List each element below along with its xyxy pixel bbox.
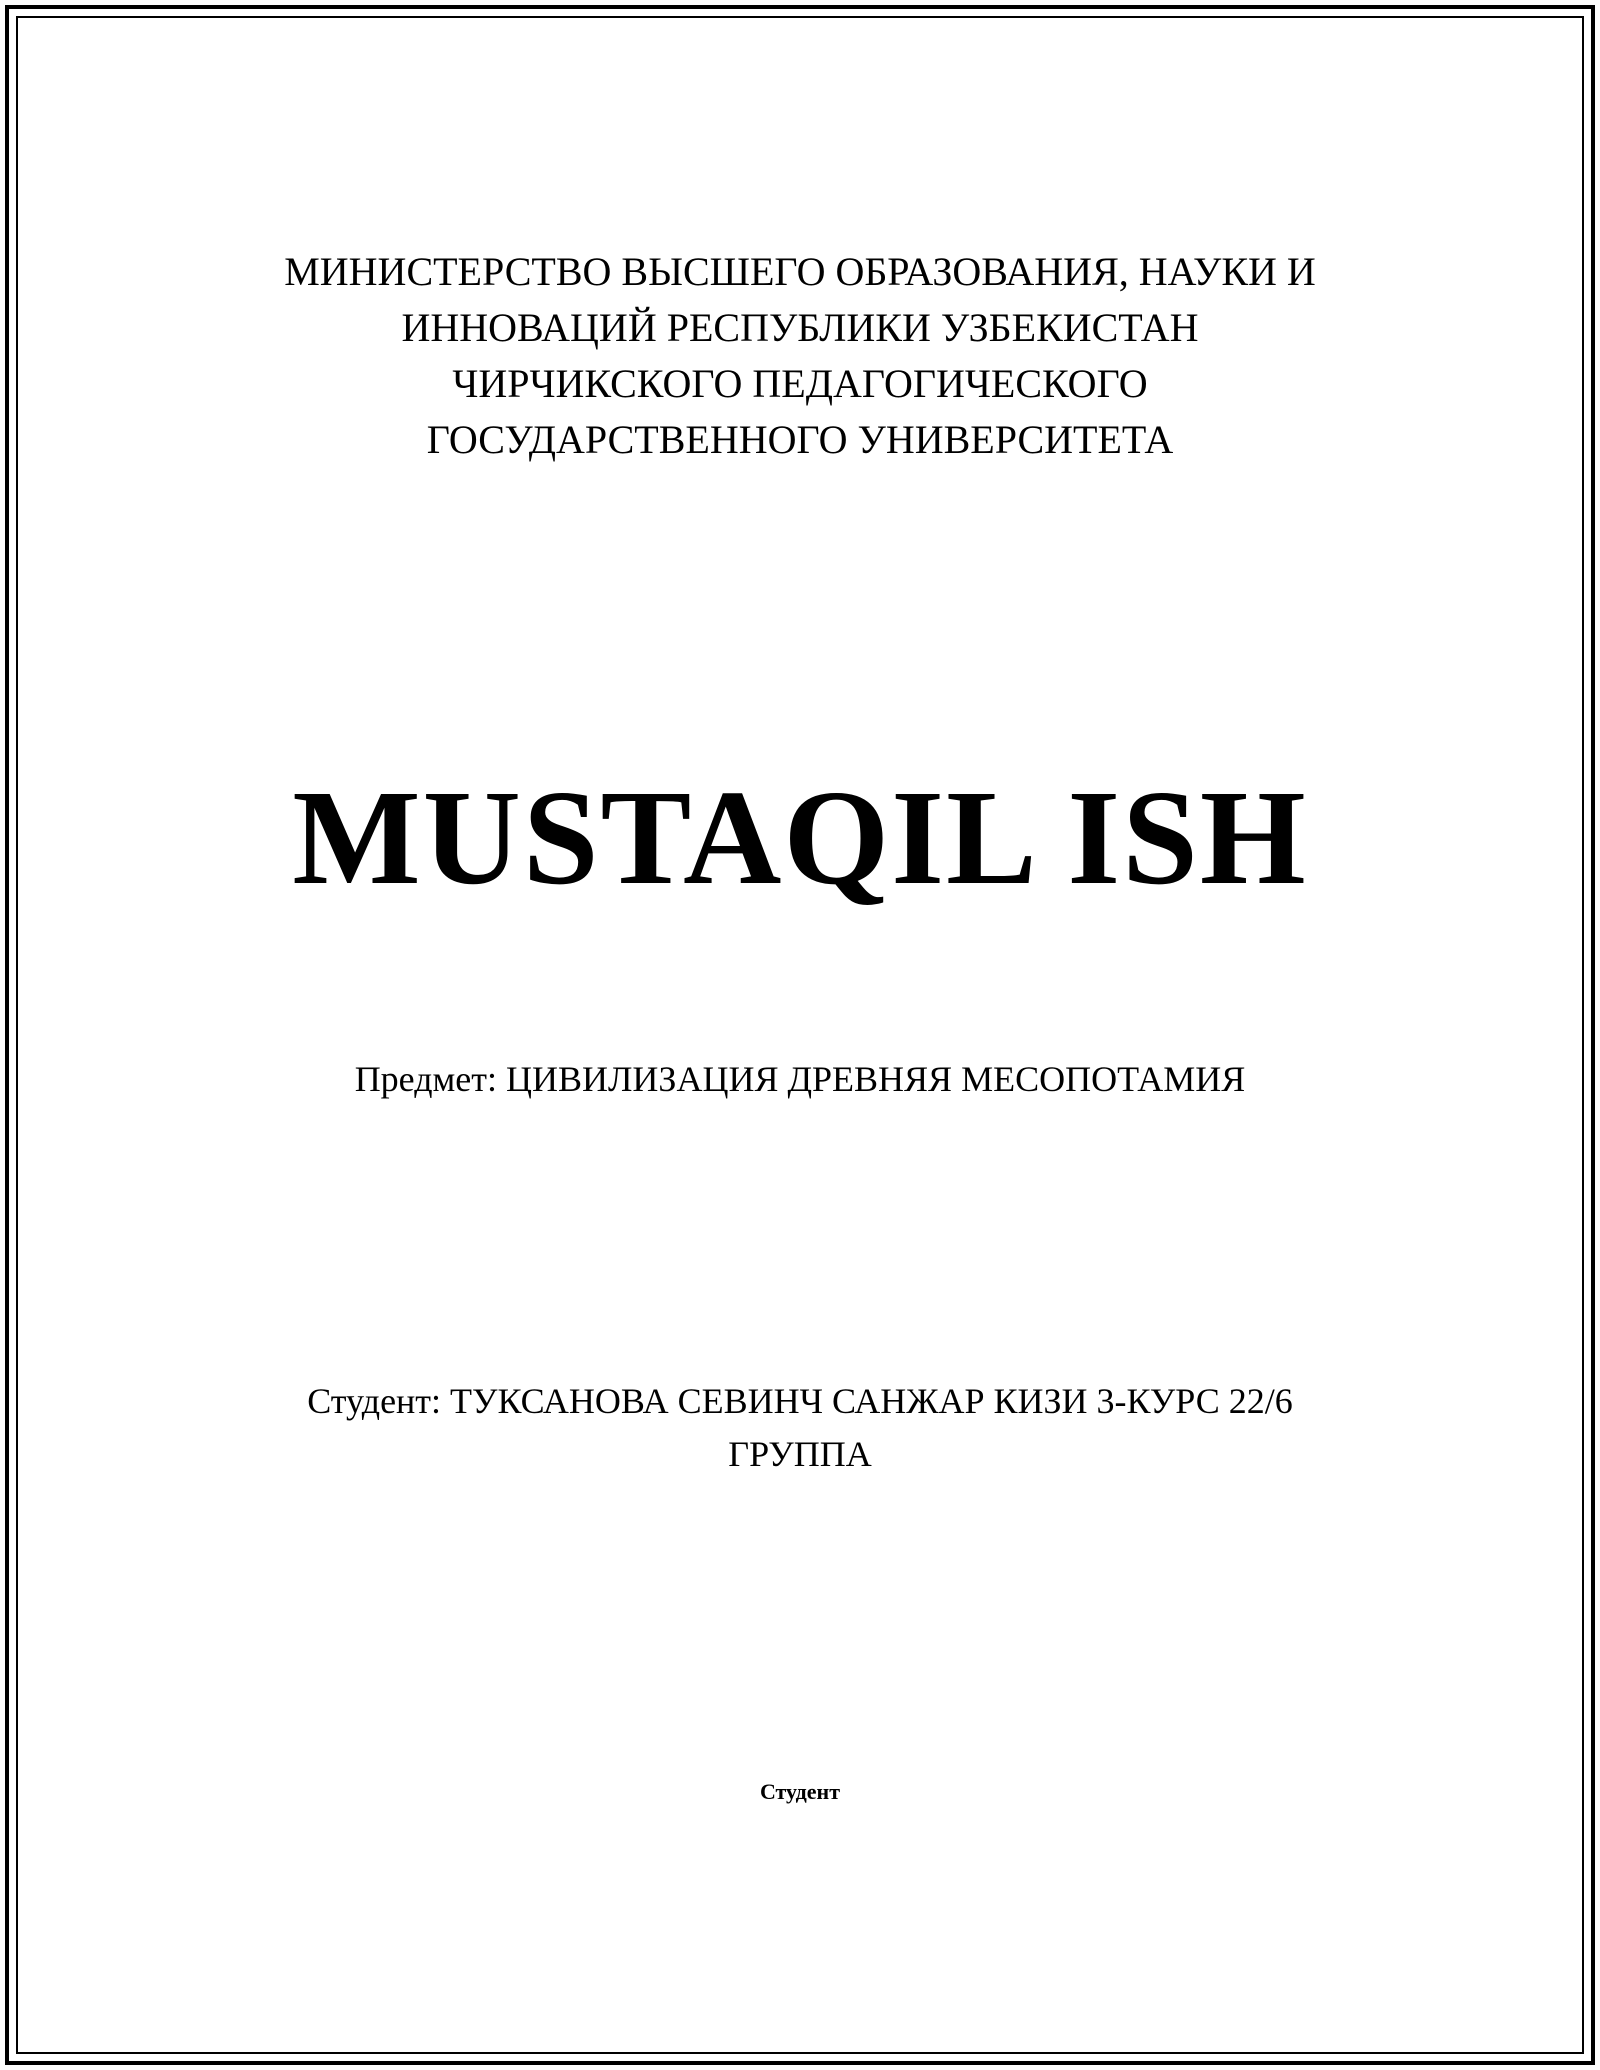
document-title: MUSTAQIL ISH (292, 763, 1308, 913)
student-info (0, 1375, 1600, 1481)
subject-line: Предмет: ЦИВИЛИЗАЦИЯ ДРЕВНЯЯ МЕСОПОТАМИЯ (354, 1059, 1246, 1099)
institution-line-1: МИНИСТЕРСТВО ВЫСШЕГО ОБРАЗОВАНИЯ, НАУКИ И (284, 249, 1316, 294)
institution-line-3: ЧИРЧИКСКОГО ПЕДАГОГИЧЕСКОГО (452, 361, 1148, 406)
student-signature-label: Студент (759, 1779, 841, 1804)
institution-line-4: ГОСУДАРСТВЕННОГО УНИВЕРСИТЕТА (426, 417, 1174, 462)
student-info-line-2: ГРУППА (728, 1434, 872, 1474)
student-info-line-1: Студент: ТУКСАНОВА СЕВИНЧ САНЖАР КИЗИ 3-КУРС 22/6 (307, 1381, 1293, 1421)
institution-header (0, 244, 1600, 468)
institution-line-2: ИННОВАЦИЙ РЕСПУБЛИКИ УЗБЕКИСТАН (401, 305, 1199, 350)
